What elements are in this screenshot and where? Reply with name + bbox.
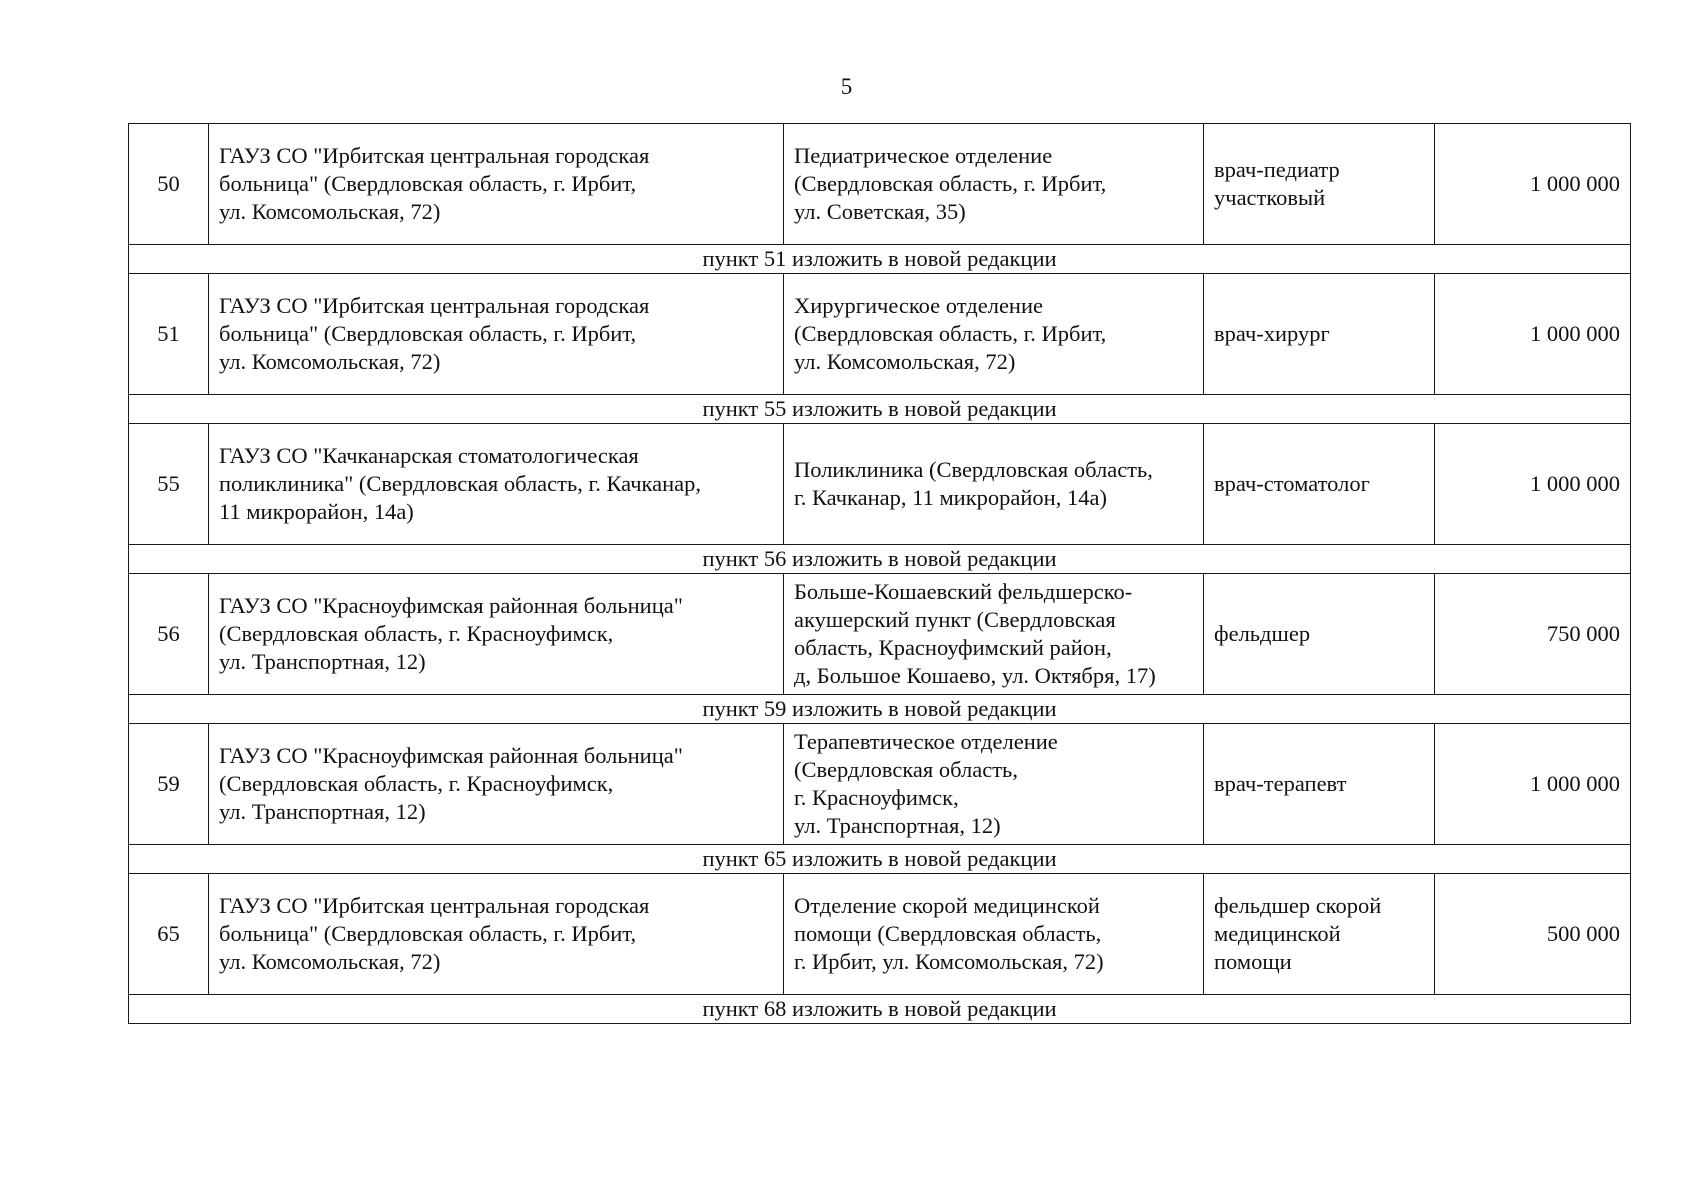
position-cell <box>1204 874 1435 995</box>
department-cell-line: г. Ирбит, ул. Комсомольская, 72) <box>794 949 1104 974</box>
amendment-note-row <box>129 395 1631 424</box>
department-cell <box>784 274 1204 395</box>
amount-cell: 1 000 000 <box>1435 274 1631 395</box>
organization-cell-line: (Свердловская область, г. Красноуфимск, <box>219 621 614 646</box>
department-cell <box>784 724 1204 845</box>
table-row <box>129 424 1631 545</box>
organization-cell-line: ГАУЗ СО "Ирбитская центральная городская <box>219 293 650 318</box>
department-cell-line: Отделение скорой медицинской <box>794 893 1100 918</box>
table-row <box>129 124 1631 245</box>
organization-cell <box>209 874 784 995</box>
amendment-note: пункт 59 изложить в новой редакции <box>129 695 1631 724</box>
position-cell-line: фельдшер скорой <box>1214 893 1382 918</box>
department-cell-line: (Свердловская область, г. Ирбит, <box>794 321 1107 346</box>
item-number: 59 <box>129 724 209 845</box>
organization-cell-line: больница" (Свердловская область, г. Ирбит, <box>219 171 637 196</box>
item-number: 55 <box>129 424 209 545</box>
organization-cell-line: ГАУЗ СО "Ирбитская центральная городская <box>219 893 650 918</box>
table-row <box>129 274 1631 395</box>
position-cell-line: врач-хирург <box>1214 321 1330 346</box>
table-row <box>129 724 1631 845</box>
organization-cell-line: ГАУЗ СО "Ирбитская центральная городская <box>219 143 650 168</box>
position-cell <box>1204 274 1435 395</box>
amount-cell: 750 000 <box>1435 574 1631 695</box>
department-cell-line: акушерский пункт (Свердловская <box>794 607 1116 632</box>
department-cell-line: д, Большое Кошаево, ул. Октября, 17) <box>794 663 1156 688</box>
item-number: 51 <box>129 274 209 395</box>
amount-cell: 1 000 000 <box>1435 724 1631 845</box>
organization-cell-line: больница" (Свердловская область, г. Ирбит, <box>219 321 637 346</box>
department-cell-line: Терапевтическое отделение <box>794 729 1058 754</box>
organization-cell-line: 11 микрорайон, 14а) <box>219 499 414 524</box>
organization-cell-line: (Свердловская область, г. Красноуфимск, <box>219 771 614 796</box>
department-cell <box>784 874 1204 995</box>
department-cell-line: (Свердловская область, г. Ирбит, <box>794 171 1107 196</box>
organization-cell-line: ГАУЗ СО "Красноуфимская районная больница" <box>219 743 683 768</box>
table-row <box>129 874 1631 995</box>
item-number: 65 <box>129 874 209 995</box>
position-cell <box>1204 124 1435 245</box>
organization-cell-line: ул. Транспортная, 12) <box>219 799 426 824</box>
department-cell-line: Хирургическое отделение <box>794 293 1043 318</box>
organization-cell-line: ул. Комсомольская, 72) <box>219 349 441 374</box>
organization-cell-line: ул. Транспортная, 12) <box>219 649 426 674</box>
table-body <box>129 124 1631 1024</box>
amendment-note-row <box>129 845 1631 874</box>
department-cell-line: (Свердловская область, <box>794 757 1018 782</box>
organization-cell-line: больница" (Свердловская область, г. Ирбит, <box>219 921 637 946</box>
department-cell-line: г. Красноуфимск, <box>794 785 959 810</box>
amount-cell: 1 000 000 <box>1435 124 1631 245</box>
position-cell-line: врач-педиатр <box>1214 157 1340 182</box>
amendment-note: пункт 65 изложить в новой редакции <box>129 845 1631 874</box>
department-cell-line: г. Качканар, 11 микрорайон, 14а) <box>794 485 1107 510</box>
amendment-note: пункт 56 изложить в новой редакции <box>129 545 1631 574</box>
position-cell <box>1204 724 1435 845</box>
organization-cell-line: ул. Комсомольская, 72) <box>219 949 441 974</box>
amount-cell: 1 000 000 <box>1435 424 1631 545</box>
department-cell-line: область, Красноуфимский район, <box>794 635 1112 660</box>
position-cell-line: врач-терапевт <box>1214 771 1347 796</box>
position-cell-line: участковый <box>1214 185 1326 210</box>
organization-cell <box>209 424 784 545</box>
amendment-note-row <box>129 545 1631 574</box>
department-cell <box>784 424 1204 545</box>
amendment-note: пункт 68 изложить в новой редакции <box>129 995 1631 1024</box>
organization-cell <box>209 574 784 695</box>
department-cell <box>784 124 1204 245</box>
amendment-note: пункт 55 изложить в новой редакции <box>129 395 1631 424</box>
position-cell-line: врач-стоматолог <box>1214 471 1370 496</box>
table-row <box>129 574 1631 695</box>
position-cell <box>1204 574 1435 695</box>
organization-cell <box>209 274 784 395</box>
amendment-note-row <box>129 245 1631 274</box>
department-cell-line: Поликлиника (Свердловская область, <box>794 457 1153 482</box>
page-number: 5 <box>840 74 853 99</box>
amendment-note-row <box>129 995 1631 1024</box>
amendment-note: пункт 51 изложить в новой редакции <box>129 245 1631 274</box>
organization-cell <box>209 724 784 845</box>
organization-cell-line: ГАУЗ СО "Качканарская стоматологическая <box>219 443 639 468</box>
position-cell-line: фельдшер <box>1214 621 1311 646</box>
department-cell <box>784 574 1204 695</box>
department-cell-line: помощи (Свердловская область, <box>794 921 1102 946</box>
department-cell-line: ул. Советская, 35) <box>794 199 966 224</box>
amount-cell: 500 000 <box>1435 874 1631 995</box>
item-number: 56 <box>129 574 209 695</box>
item-number: 50 <box>129 124 209 245</box>
amendment-note-row <box>129 695 1631 724</box>
position-cell <box>1204 424 1435 545</box>
department-cell-line: Больше-Кошаевский фельдшерско- <box>794 579 1133 604</box>
department-cell-line: ул. Комсомольская, 72) <box>794 349 1016 374</box>
department-cell-line: Педиатрическое отделение <box>794 143 1053 168</box>
organization-cell-line: ул. Комсомольская, 72) <box>219 199 441 224</box>
position-cell-line: медицинской <box>1214 921 1341 946</box>
organization-cell-line: поликлиника" (Свердловская область, г. Качканар, <box>219 471 702 496</box>
organization-cell-line: ГАУЗ СО "Красноуфимская районная больница" <box>219 593 683 618</box>
organization-cell <box>209 124 784 245</box>
department-cell-line: ул. Транспортная, 12) <box>794 813 1001 838</box>
position-cell-line: помощи <box>1214 949 1292 974</box>
document-table <box>128 123 1631 1024</box>
